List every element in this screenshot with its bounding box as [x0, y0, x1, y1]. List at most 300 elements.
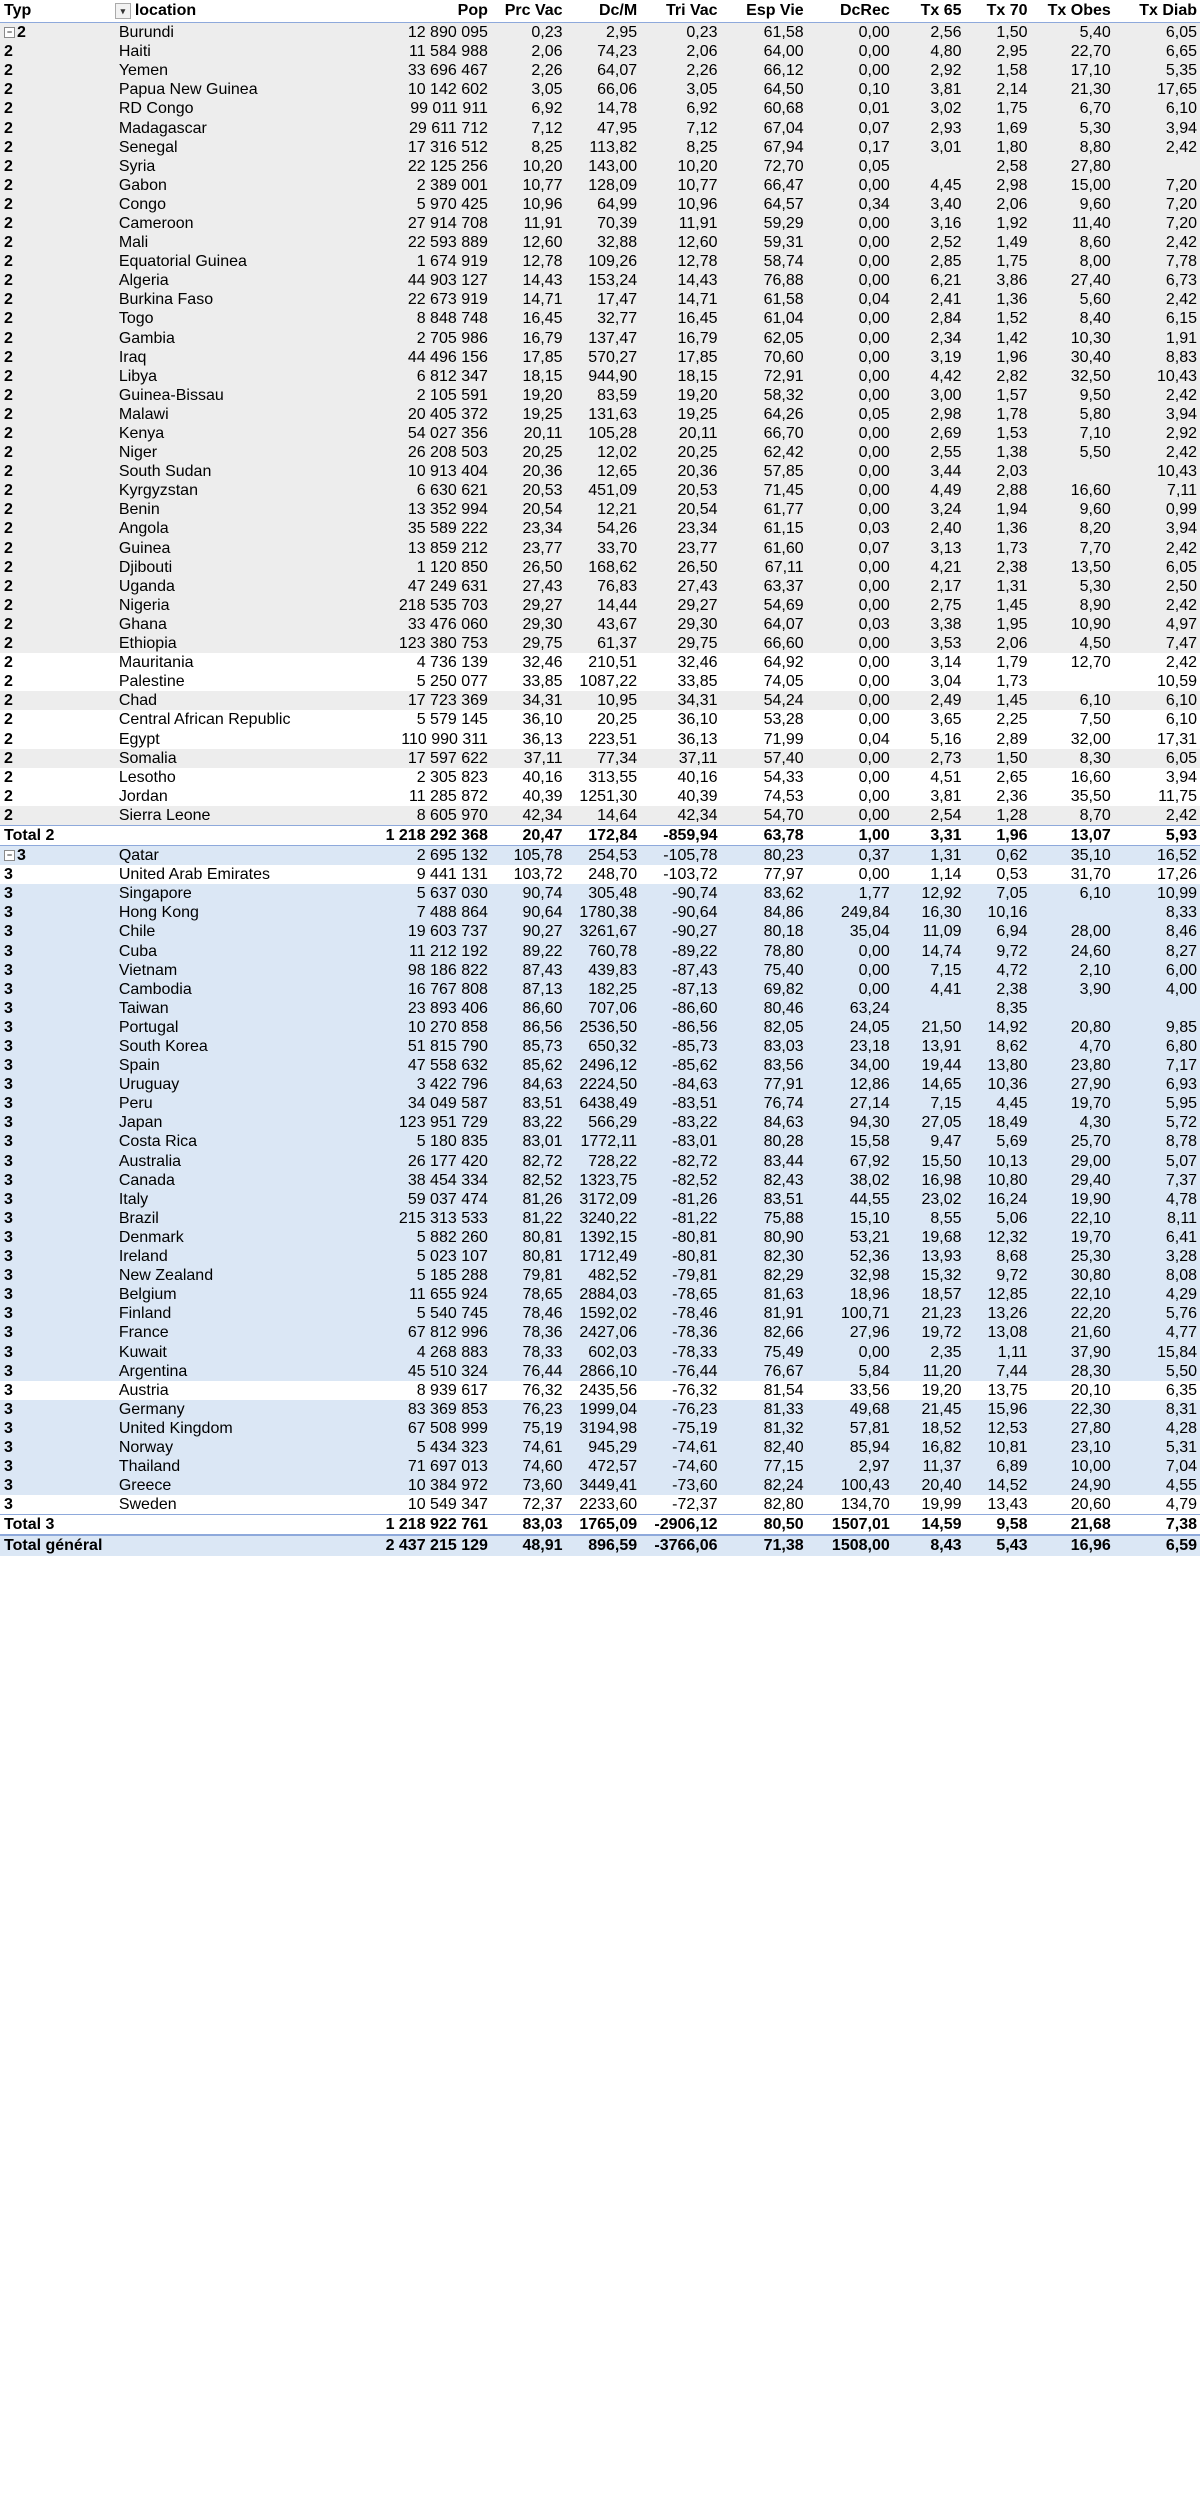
- cell-value: 12,32: [987, 1228, 1028, 1246]
- cell-value: 0,00: [858, 866, 890, 884]
- cell-value: 105,28: [588, 425, 638, 443]
- cell-value: 6,59: [1165, 1537, 1197, 1555]
- cell-esp-vie: [721, 233, 807, 252]
- cell-tri-vac: [640, 1171, 720, 1190]
- cell-value: 11,09: [922, 923, 962, 941]
- cell-tx-65: [893, 1132, 965, 1151]
- cell-tx-65: [893, 961, 965, 980]
- cell-value: 1,80: [996, 138, 1028, 156]
- cell-tx-70: [965, 195, 1031, 214]
- cell-tx-70: [965, 1247, 1031, 1266]
- cell-value: 19,20: [522, 386, 563, 404]
- cell-value: 94,30: [849, 1114, 890, 1132]
- cell-value: 14,44: [597, 596, 638, 614]
- cell-value: 1,78: [996, 405, 1028, 423]
- header-location[interactable]: [115, 0, 345, 23]
- table-row: [0, 500, 1200, 519]
- cell-tx-65: [893, 424, 965, 443]
- cell-location: [115, 1056, 345, 1075]
- cell-prc-vac: [491, 1323, 566, 1342]
- cell-value: Guinea: [118, 539, 171, 557]
- cell-location: [115, 80, 345, 99]
- cell-value: 2,88: [996, 482, 1028, 500]
- cell-location: [115, 634, 345, 653]
- cell-value: 10,77: [522, 176, 563, 194]
- cell-value: 2,56: [930, 24, 962, 42]
- cell-value: 9,60: [1079, 501, 1111, 519]
- cell-value: 2,42: [1165, 806, 1197, 824]
- cell-tx-70: [965, 1075, 1031, 1094]
- cell-value: 3: [4, 1018, 13, 1036]
- cell-tx-70: [965, 961, 1031, 980]
- cell-value: 34,31: [677, 692, 718, 710]
- cell-value: 7,12: [531, 119, 563, 137]
- cell-tx-obes: [1031, 176, 1114, 195]
- cell-value: 5,06: [996, 1209, 1028, 1227]
- cell-pop: [344, 1381, 490, 1400]
- cell-tx-diab: [1114, 271, 1200, 290]
- cell-value: 16,24: [987, 1190, 1028, 1208]
- cell-value: 0,00: [858, 749, 890, 767]
- cell-tx-obes: [1031, 1247, 1114, 1266]
- cell-typ: [0, 1381, 115, 1400]
- cell-location: [115, 386, 345, 405]
- cell-tri-vac: [640, 195, 720, 214]
- cell-dcrec: [807, 1323, 893, 1342]
- cell-dc-m: [566, 980, 641, 999]
- cell-value: 1592,02: [579, 1305, 638, 1323]
- cell-value: 945,29: [588, 1438, 638, 1456]
- cell-value: 29,40: [1070, 1171, 1111, 1189]
- cell-value: 76,74: [763, 1095, 804, 1113]
- cell-value: 5,93: [1165, 826, 1197, 844]
- cell-value: 1999,04: [579, 1400, 638, 1418]
- cell-dc-m: [566, 672, 641, 691]
- cell-tx-obes: [1031, 386, 1114, 405]
- cell-esp-vie: [721, 309, 807, 328]
- cell-value: 8,27: [1165, 942, 1197, 960]
- cell-tx-70: [965, 1132, 1031, 1151]
- cell-value: 2,06: [686, 43, 718, 61]
- cell-value: 15,84: [1156, 1343, 1197, 1361]
- cell-value: 14,43: [522, 272, 563, 290]
- cell-dcrec: [807, 710, 893, 729]
- cell-value: Yemen: [118, 62, 169, 80]
- cell-tx-obes: [1031, 634, 1114, 653]
- cell-dcrec: [807, 749, 893, 768]
- cell-value: 19 603 737: [407, 923, 488, 941]
- cell-value: 29 611 712: [409, 119, 488, 137]
- cell-tri-vac: [640, 806, 720, 826]
- cell-tx-65: [893, 195, 965, 214]
- table-row: [0, 23, 1200, 43]
- cell-tx-70: [965, 999, 1031, 1018]
- cell-location: [115, 1457, 345, 1476]
- cell-tx-70: [965, 1037, 1031, 1056]
- cell-value: 81,22: [522, 1209, 563, 1227]
- cell-value: 20,25: [597, 711, 638, 729]
- cell-value: 0,03: [858, 615, 890, 633]
- cell-value: 2,42: [1165, 654, 1197, 672]
- cell-value: 2: [4, 310, 13, 328]
- cell-value: 63,78: [763, 826, 804, 844]
- cell-prc-vac: [491, 1381, 566, 1400]
- cell-typ: [0, 980, 115, 999]
- cell-esp-vie: [721, 1323, 807, 1342]
- cell-typ: [0, 157, 115, 176]
- cell-tx-diab: [1114, 367, 1200, 386]
- cell-tri-vac: [640, 233, 720, 252]
- cell-value: 3,19: [930, 348, 962, 366]
- cell-value: 218 535 703: [398, 596, 488, 614]
- cell-tx-obes: [1031, 233, 1114, 252]
- cell-value: 1 674 919: [416, 253, 488, 271]
- cell-value: 33,85: [677, 673, 718, 691]
- cell-typ: [0, 1152, 115, 1171]
- cell-value: 3: [17, 847, 26, 865]
- cell-tx-obes: [1031, 1152, 1114, 1171]
- cell-value: 84,63: [763, 1114, 804, 1132]
- cell-location: [115, 481, 345, 500]
- cell-value: 16,82: [921, 1438, 962, 1456]
- cell-esp-vie: [721, 903, 807, 922]
- cell-value: 2: [4, 348, 13, 366]
- cell-pop: [344, 1247, 490, 1266]
- cell-tx-diab: [1114, 749, 1200, 768]
- cell-tx-obes: [1031, 1056, 1114, 1075]
- cell-value: 2: [4, 539, 13, 557]
- cell-tri-vac: [640, 1075, 720, 1094]
- cell-tx-obes: [1031, 1304, 1114, 1323]
- cell-dcrec: [807, 1132, 893, 1151]
- cell-tri-vac: [640, 1113, 720, 1132]
- cell-tx-70: [965, 634, 1031, 653]
- cell-dcrec: [807, 462, 893, 481]
- cell-tx-obes: [1031, 1209, 1114, 1228]
- cell-value: 15,96: [987, 1400, 1028, 1418]
- cell-value: 10,36: [987, 1076, 1028, 1094]
- cell-value: -79,81: [672, 1267, 718, 1285]
- cell-typ: [0, 309, 115, 328]
- cell-esp-vie: [721, 980, 807, 999]
- cell-location: [115, 214, 345, 233]
- cell-tx-obes: [1031, 1495, 1114, 1515]
- cell-value: 82,24: [763, 1477, 804, 1495]
- cell-tx-diab: [1114, 1457, 1200, 1476]
- cell-typ: [0, 1438, 115, 1457]
- cell-value: 29,27: [677, 596, 718, 614]
- cell-typ: [0, 1495, 115, 1515]
- cell-esp-vie: [721, 729, 807, 748]
- cell-value: 2: [4, 386, 13, 404]
- cell-dc-m: [566, 653, 641, 672]
- cell-dc-m: [566, 1515, 641, 1536]
- cell-prc-vac: [491, 615, 566, 634]
- cell-value: 3: [4, 885, 13, 903]
- cell-esp-vie: [721, 1247, 807, 1266]
- cell-tx-70: [965, 806, 1031, 826]
- cell-value: Cambodia: [118, 980, 192, 998]
- cell-value: 20 405 372: [407, 405, 488, 423]
- sort-filter-icon[interactable]: ▾: [115, 3, 131, 19]
- cell-value: -78,33: [672, 1343, 718, 1361]
- cell-pop: [344, 176, 490, 195]
- cell-value: 2,95: [606, 24, 638, 42]
- cell-value: 11,20: [922, 1362, 962, 1380]
- cell-location: [115, 1209, 345, 1228]
- cell-esp-vie: [721, 367, 807, 386]
- cell-tx-70: [965, 61, 1031, 80]
- cell-value: 3: [4, 1228, 13, 1246]
- cell-value: 2,06: [531, 43, 563, 61]
- cell-typ: [0, 252, 115, 271]
- cell-value: 77,15: [763, 1458, 804, 1476]
- cell-value: 30,80: [1070, 1267, 1111, 1285]
- cell-tx-65: [893, 1285, 965, 1304]
- cell-value: 23,77: [522, 539, 563, 557]
- cell-value: 2: [4, 176, 13, 194]
- cell-value: 13,75: [987, 1381, 1028, 1399]
- cell-value: 5 250 077: [416, 673, 488, 691]
- cell-pop: [344, 1419, 490, 1438]
- cell-esp-vie: [721, 672, 807, 691]
- cell-prc-vac: [491, 424, 566, 443]
- cell-value: 42,34: [522, 806, 563, 824]
- cell-tx-65: [893, 615, 965, 634]
- cell-value: 4,70: [1079, 1038, 1111, 1056]
- cell-esp-vie: [721, 1209, 807, 1228]
- cell-tx-70: [965, 309, 1031, 328]
- cell-esp-vie: [721, 1400, 807, 1419]
- cell-value: 32,46: [677, 654, 718, 672]
- cell-tx-70: [965, 903, 1031, 922]
- cell-tx-obes: [1031, 961, 1114, 980]
- cell-value: 76,44: [522, 1362, 563, 1380]
- table-row: [0, 1247, 1200, 1266]
- cell-esp-vie: [721, 329, 807, 348]
- cell-value: 36,10: [522, 711, 563, 729]
- cell-value: 3,65: [930, 711, 962, 729]
- cell-esp-vie: [721, 386, 807, 405]
- cell-location: [115, 1342, 345, 1361]
- cell-value: 0,00: [858, 329, 890, 347]
- cell-dc-m: [566, 1381, 641, 1400]
- cell-esp-vie: [721, 1362, 807, 1381]
- cell-pop: [344, 1152, 490, 1171]
- cell-value: 8,33: [1165, 904, 1197, 922]
- cell-prc-vac: [491, 865, 566, 884]
- cell-location: [115, 118, 345, 137]
- cell-typ: [0, 138, 115, 157]
- cell-value: 944,90: [588, 367, 638, 385]
- cell-location: [115, 1037, 345, 1056]
- cell-tri-vac: [640, 634, 720, 653]
- cell-pop: [344, 1457, 490, 1476]
- cell-value: 8,55: [930, 1209, 962, 1227]
- cell-dc-m: [566, 405, 641, 424]
- table-row: [0, 118, 1200, 137]
- cell-value: 896,59: [588, 1537, 638, 1555]
- cell-dcrec: [807, 768, 893, 787]
- cell-value: 2427,06: [579, 1324, 638, 1342]
- cell-value: 439,83: [588, 961, 638, 979]
- cell-prc-vac: [491, 290, 566, 309]
- cell-pop: [344, 1476, 490, 1495]
- cell-tx-65: [893, 1018, 965, 1037]
- cell-value: 14,71: [677, 291, 718, 309]
- cell-value: -82,72: [672, 1152, 718, 1170]
- cell-value: 10,80: [987, 1171, 1028, 1189]
- cell-value: 86,60: [522, 999, 563, 1017]
- cell-tx-65: [893, 1094, 965, 1113]
- cell-value: 15,00: [1070, 176, 1111, 194]
- cell-value: 0,04: [858, 730, 890, 748]
- cell-value: 15,58: [849, 1133, 890, 1151]
- cell-tx-diab: [1114, 961, 1200, 980]
- cell-value: 2,73: [930, 749, 962, 767]
- cell-tx-obes: [1031, 1171, 1114, 1190]
- cell-value: 5,80: [1079, 405, 1111, 423]
- cell-value: 131,63: [588, 405, 638, 423]
- cell-value: 650,32: [588, 1038, 638, 1056]
- cell-typ: [0, 1113, 115, 1132]
- cell-dcrec: [807, 672, 893, 691]
- cell-tx-diab: [1114, 653, 1200, 672]
- cell-tx-obes: [1031, 99, 1114, 118]
- cell-value: 61,58: [763, 24, 804, 42]
- cell-tx-65: [893, 367, 965, 386]
- minus-box-icon[interactable]: −: [4, 850, 15, 861]
- cell-location: [115, 1132, 345, 1151]
- cell-value: France: [118, 1324, 169, 1342]
- cell-pop: [344, 1113, 490, 1132]
- cell-value: 2233,60: [579, 1496, 638, 1514]
- cell-tx-obes: [1031, 710, 1114, 729]
- table-row: [0, 195, 1200, 214]
- cell-value: 10 913 404: [407, 463, 488, 481]
- cell-pop: [344, 1495, 490, 1515]
- cell-value: 75,88: [763, 1209, 804, 1227]
- cell-value: Kuwait: [118, 1343, 167, 1361]
- cell-value: 76,23: [522, 1400, 563, 1418]
- cell-typ: [0, 367, 115, 386]
- cell-value: 11 285 872: [409, 787, 488, 805]
- cell-pop: [344, 1362, 490, 1381]
- cell-value: 5,60: [1079, 291, 1111, 309]
- cell-pop: [344, 577, 490, 596]
- cell-pop: [344, 768, 490, 787]
- cell-value: -75,19: [672, 1419, 718, 1437]
- cell-value: 2,36: [996, 787, 1028, 805]
- cell-dcrec: [807, 405, 893, 424]
- cell-location: [115, 1152, 345, 1171]
- cell-value: 27,40: [1070, 272, 1111, 290]
- cell-prc-vac: [491, 157, 566, 176]
- cell-value: -83,51: [672, 1095, 718, 1113]
- cell-dcrec: [807, 157, 893, 176]
- cell-value: Angola: [118, 520, 169, 538]
- cell-prc-vac: [491, 653, 566, 672]
- cell-value: 90,74: [522, 885, 563, 903]
- cell-value: 71,99: [763, 730, 804, 748]
- cell-typ: [0, 691, 115, 710]
- cell-location: [115, 329, 345, 348]
- cell-typ: [0, 672, 115, 691]
- cell-pop: [344, 634, 490, 653]
- cell-value: 58,32: [763, 386, 804, 404]
- cell-pop: [344, 80, 490, 99]
- cell-tri-vac: [640, 1381, 720, 1400]
- cell-tx-obes: [1031, 214, 1114, 233]
- cell-value: 110 990 311: [401, 730, 488, 748]
- cell-value: 248,70: [588, 866, 638, 884]
- cell-value: Papua New Guinea: [118, 81, 258, 99]
- cell-prc-vac: [491, 519, 566, 538]
- cell-value: 5 970 425: [416, 195, 488, 213]
- header-typ[interactable]: Typ: [0, 0, 115, 23]
- cell-value: Spain: [118, 1057, 160, 1075]
- cell-value: 6,73: [1165, 272, 1197, 290]
- cell-location: [115, 768, 345, 787]
- cell-value: Denmark: [118, 1228, 184, 1246]
- cell-value: 16,30: [921, 904, 962, 922]
- minus-box-icon[interactable]: −: [4, 27, 15, 38]
- cell-value: Taiwan: [118, 999, 169, 1017]
- cell-location: [115, 729, 345, 748]
- cell-value: 74,61: [522, 1438, 563, 1456]
- cell-tri-vac: [640, 903, 720, 922]
- cell-tx-65: [893, 500, 965, 519]
- cell-tx-70: [965, 424, 1031, 443]
- cell-value: 82,29: [763, 1267, 804, 1285]
- cell-value: Gabon: [118, 176, 167, 194]
- cell-value: 17,31: [1156, 730, 1197, 748]
- cell-tx-65: [893, 1152, 965, 1171]
- table-row: [0, 806, 1200, 826]
- cell-pop: [344, 1323, 490, 1342]
- cell-value: 67,11: [764, 558, 804, 576]
- table-row: [0, 1171, 1200, 1190]
- cell-value: 8,78: [1165, 1133, 1197, 1151]
- cell-prc-vac: [491, 884, 566, 903]
- cell-value: 8,25: [531, 138, 563, 156]
- cell-tx-diab: [1114, 1381, 1200, 1400]
- cell-tri-vac: [640, 1362, 720, 1381]
- cell-value: Chad: [118, 692, 158, 710]
- cell-value: 137,47: [588, 329, 638, 347]
- table-row: [0, 519, 1200, 538]
- cell-value: 10,00: [1070, 1458, 1111, 1476]
- cell-dcrec: [807, 99, 893, 118]
- cell-dc-m: [566, 558, 641, 577]
- cell-pop: [344, 653, 490, 672]
- cell-location: [115, 348, 345, 367]
- cell-value: 2: [4, 520, 13, 538]
- cell-value: 0,99: [1165, 501, 1197, 519]
- cell-esp-vie: [721, 118, 807, 137]
- cell-value: 81,32: [763, 1419, 804, 1437]
- cell-dc-m: [566, 252, 641, 271]
- cell-tx-diab: [1114, 252, 1200, 271]
- cell-esp-vie: [721, 23, 807, 43]
- cell-tx-obes: [1031, 922, 1114, 941]
- cell-tx-obes: [1031, 405, 1114, 424]
- cell-value: 32,98: [849, 1267, 890, 1285]
- cell-prc-vac: [491, 138, 566, 157]
- cell-tri-vac: [640, 1342, 720, 1361]
- cell-value: 13,50: [1070, 558, 1111, 576]
- cell-value: 4,80: [930, 43, 962, 61]
